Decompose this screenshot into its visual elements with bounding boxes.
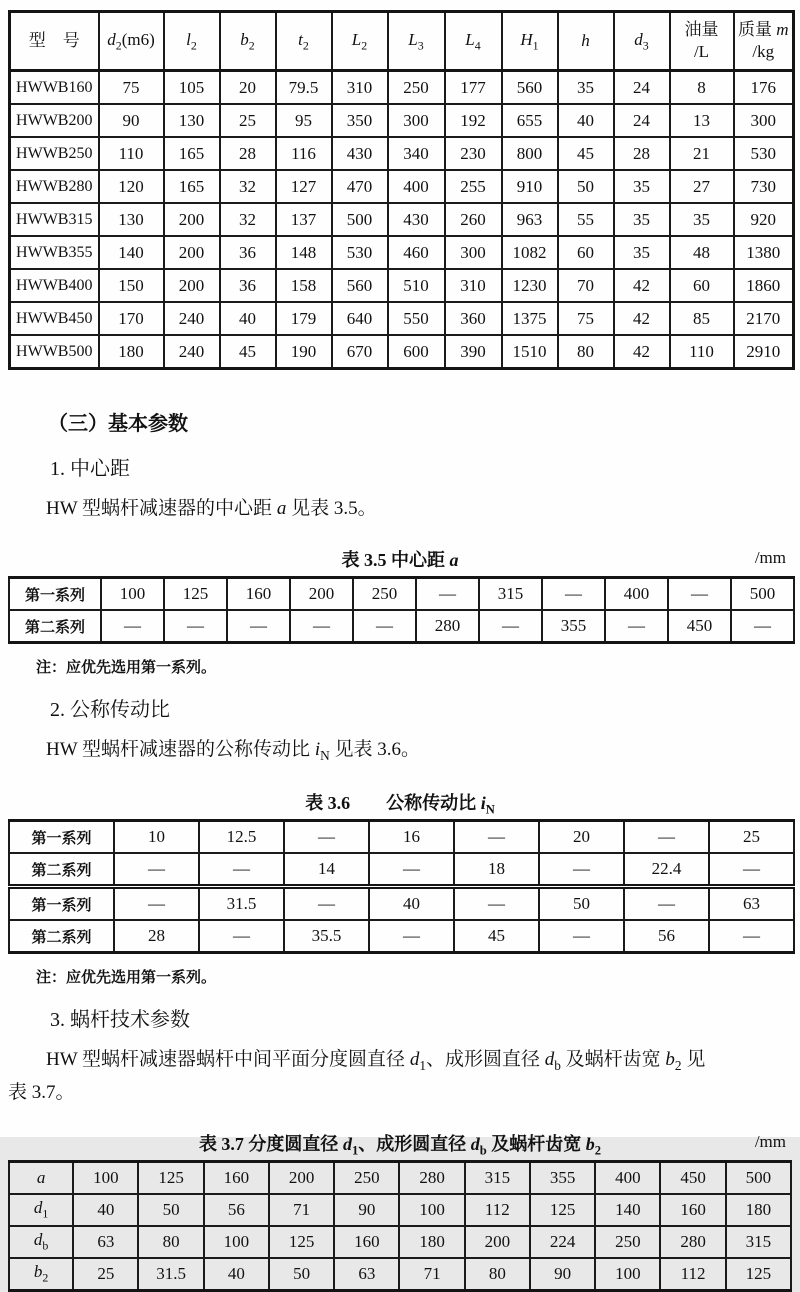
table-cell: 240: [164, 302, 220, 335]
table-cell: 350: [332, 104, 388, 137]
table-cell: 8: [670, 71, 734, 105]
table-cell: —: [369, 853, 454, 887]
table-cell: 315: [726, 1226, 791, 1258]
table-cell: 160: [334, 1226, 399, 1258]
table-cell: —: [290, 610, 353, 643]
table-cell: 42: [614, 302, 670, 335]
table-cell: 80: [138, 1226, 203, 1258]
table-row: [10, 236, 794, 269]
table-cell: 40: [558, 104, 614, 137]
table-cell: 42: [614, 269, 670, 302]
table-3-5-unit: /mm: [754, 548, 786, 568]
table-row: [10, 269, 794, 302]
table-cell: 280: [399, 1162, 464, 1195]
table-cell: 550: [388, 302, 445, 335]
table-cell: 158: [276, 269, 332, 302]
table-cell: 24: [614, 104, 670, 137]
table-cell: 120: [99, 170, 164, 203]
column-header: $L_3$: [388, 12, 445, 71]
column-header: 油量 /L: [670, 12, 734, 71]
table-cell: 250: [334, 1162, 399, 1195]
table-cell: 63: [334, 1258, 399, 1291]
row-header-cell: HWWB250: [10, 137, 99, 170]
table-row: [9, 887, 794, 921]
row-header-cell: 第二系列: [9, 610, 101, 643]
table-cell: 200: [269, 1162, 334, 1195]
table-cell: 28: [614, 137, 670, 170]
table-row: [9, 578, 794, 611]
row-header-cell: 第一系列: [9, 578, 101, 611]
table-cell: 80: [558, 335, 614, 369]
table-cell: 95: [276, 104, 332, 137]
table-cell: 22.4: [624, 853, 709, 887]
row-header-cell: HWWB400: [10, 269, 99, 302]
table-cell: 460: [388, 236, 445, 269]
table-cell: —: [709, 920, 794, 953]
table-cell: 100: [73, 1162, 138, 1195]
table-cell: 50: [558, 170, 614, 203]
table-cell: 137: [276, 203, 332, 236]
column-header: $L_4$: [445, 12, 502, 71]
table-cell: —: [353, 610, 416, 643]
table-cell: 116: [276, 137, 332, 170]
table-cell: 10: [114, 821, 199, 854]
table-cell: 1082: [502, 236, 558, 269]
column-header: $t_2$: [276, 12, 332, 71]
table-cell: —: [227, 610, 290, 643]
table-row: [9, 1162, 791, 1195]
table-cell: 560: [502, 71, 558, 105]
table-cell: —: [101, 610, 164, 643]
table-cell: 800: [502, 137, 558, 170]
table-cell: —: [624, 821, 709, 854]
subsection-3-heading: 3. 蜗杆技术参数: [50, 1009, 190, 1032]
table-cell: —: [114, 853, 199, 887]
table-row: [10, 104, 794, 137]
table-cell: 40: [204, 1258, 269, 1291]
center-distance-table: [8, 576, 795, 644]
table-cell: 640: [332, 302, 388, 335]
table-cell: —: [479, 610, 542, 643]
row-header-cell: HWWB450: [10, 302, 99, 335]
table-3-6-note: 注：应优先选用第一系列。: [36, 969, 217, 987]
table-3-6-title: 表 3.6 公称传动比 $i_N$: [305, 793, 495, 817]
table-cell: 315: [479, 578, 542, 611]
table-cell: 500: [726, 1162, 791, 1195]
table-cell: 450: [668, 610, 731, 643]
table-cell: 35.5: [284, 920, 369, 953]
table-cell: 12.5: [199, 821, 284, 854]
table-cell: —: [454, 821, 539, 854]
table-cell: 35: [614, 236, 670, 269]
table-cell: 280: [416, 610, 479, 643]
table-cell: —: [605, 610, 668, 643]
table-cell: —: [284, 887, 369, 921]
table-cell: 50: [269, 1258, 334, 1291]
column-header: h: [558, 12, 614, 71]
worm-diameter-table: [8, 1160, 792, 1292]
table-cell: 110: [99, 137, 164, 170]
table-cell: 16: [369, 821, 454, 854]
table-cell: 170: [99, 302, 164, 335]
table-cell: 1860: [734, 269, 794, 302]
table-cell: 190: [276, 335, 332, 369]
table-cell: —: [284, 821, 369, 854]
table-cell: 56: [204, 1194, 269, 1226]
row-header-cell: 第二系列: [9, 853, 114, 887]
column-header: 质量 m /kg: [734, 12, 794, 71]
table-cell: —: [624, 887, 709, 921]
table-cell: 36: [220, 236, 276, 269]
row-header-cell: $d_1$: [9, 1194, 73, 1226]
table-cell: 40: [220, 302, 276, 335]
table-cell: 390: [445, 335, 502, 369]
row-header-cell: 第二系列: [9, 920, 114, 953]
table-row: [10, 137, 794, 170]
table-cell: 125: [138, 1162, 203, 1195]
table-cell: 530: [332, 236, 388, 269]
table-cell: 105: [164, 71, 220, 105]
row-header-cell: $d_b$: [9, 1226, 73, 1258]
table-cell: 35: [670, 203, 734, 236]
row-header-cell: 第一系列: [9, 887, 114, 921]
table-row: [10, 302, 794, 335]
row-header-cell: a: [9, 1162, 73, 1195]
table-cell: 179: [276, 302, 332, 335]
table-cell: 500: [332, 203, 388, 236]
table-row: [10, 335, 794, 369]
table-cell: 110: [670, 335, 734, 369]
table-cell: 200: [164, 203, 220, 236]
table-cell: —: [454, 887, 539, 921]
table-cell: 470: [332, 170, 388, 203]
table-cell: 25: [709, 821, 794, 854]
table-cell: 60: [558, 236, 614, 269]
dimensions-table: [8, 10, 795, 370]
table-cell: 730: [734, 170, 794, 203]
table-cell: 450: [660, 1162, 725, 1195]
column-header: $H_1$: [502, 12, 558, 71]
table-cell: 500: [731, 578, 794, 611]
table-cell: 176: [734, 71, 794, 105]
paragraph-worm-parameters: HW 型蜗杆减速器蜗杆中间平面分度圆直径 $d_1$、成形圆直径 $d_b$ 及蜗杆齿宽 $b_2$ 见 表 3.7。: [8, 1049, 706, 1103]
table-cell: 130: [164, 104, 220, 137]
table-cell: 13: [670, 104, 734, 137]
table-3-5-title: 表 3.5 中心距 a: [341, 550, 459, 571]
table-cell: 310: [332, 71, 388, 105]
table-cell: 530: [734, 137, 794, 170]
table-cell: 56: [624, 920, 709, 953]
row-header-cell: 第一系列: [9, 821, 114, 854]
table-cell: 655: [502, 104, 558, 137]
column-header: $L_2$: [332, 12, 388, 71]
table-cell: 600: [388, 335, 445, 369]
column-header: $d_2(m6)$: [99, 12, 164, 71]
table-cell: 90: [99, 104, 164, 137]
row-header-cell: HWWB500: [10, 335, 99, 369]
table-cell: 79.5: [276, 71, 332, 105]
table-cell: 25: [220, 104, 276, 137]
table-cell: 160: [204, 1162, 269, 1195]
table-cell: 21: [670, 137, 734, 170]
table-cell: 80: [465, 1258, 530, 1291]
table-cell: 300: [734, 104, 794, 137]
table-cell: 55: [558, 203, 614, 236]
table-cell: 14: [284, 853, 369, 887]
table-cell: 100: [595, 1258, 660, 1291]
paragraph-transmission-ratio: HW 型蜗杆减速器的公称传动比 $i_N$ 见表 3.6。: [46, 739, 420, 764]
table-cell: 1375: [502, 302, 558, 335]
table-cell: 48: [670, 236, 734, 269]
table-cell: 40: [369, 887, 454, 921]
table-cell: —: [539, 853, 624, 887]
table-cell: 125: [530, 1194, 595, 1226]
table-cell: 400: [595, 1162, 660, 1195]
table-cell: 963: [502, 203, 558, 236]
table-cell: 300: [388, 104, 445, 137]
column-header: $d_3$: [614, 12, 670, 71]
table-row: [9, 821, 794, 854]
table-cell: 260: [445, 203, 502, 236]
row-header-cell: HWWB160: [10, 71, 99, 105]
table-cell: 250: [353, 578, 416, 611]
table-cell: 280: [660, 1226, 725, 1258]
table-row: [9, 1226, 791, 1258]
table-cell: 192: [445, 104, 502, 137]
table-cell: 240: [164, 335, 220, 369]
table-cell: 45: [220, 335, 276, 369]
table-3-7-unit: /mm: [754, 1132, 786, 1152]
row-header-cell: HWWB355: [10, 236, 99, 269]
table-cell: 150: [99, 269, 164, 302]
paragraph-center-distance: HW 型蜗杆减速器的中心距 a 见表 3.5。: [46, 498, 377, 519]
table-cell: 60: [670, 269, 734, 302]
table-cell: 100: [101, 578, 164, 611]
table-cell: 140: [595, 1194, 660, 1226]
table-row: [10, 71, 794, 105]
table-cell: 310: [445, 269, 502, 302]
row-header-cell: HWWB315: [10, 203, 99, 236]
table-cell: 125: [269, 1226, 334, 1258]
table-cell: 71: [269, 1194, 334, 1226]
table-row: [9, 920, 794, 953]
table-cell: 250: [595, 1226, 660, 1258]
table-cell: 355: [542, 610, 605, 643]
table-cell: —: [114, 887, 199, 921]
column-header: $b_2$: [220, 12, 276, 71]
table-cell: 510: [388, 269, 445, 302]
table-cell: 90: [334, 1194, 399, 1226]
table-cell: 20: [539, 821, 624, 854]
table-cell: 125: [726, 1258, 791, 1291]
table-cell: 200: [164, 269, 220, 302]
table-cell: —: [731, 610, 794, 643]
table-3-5-note: 注：应优先选用第一系列。: [36, 659, 217, 677]
table-cell: 430: [388, 203, 445, 236]
table-cell: 27: [670, 170, 734, 203]
table-cell: —: [542, 578, 605, 611]
table-cell: 670: [332, 335, 388, 369]
table-cell: —: [416, 578, 479, 611]
table-cell: 100: [399, 1194, 464, 1226]
table-cell: 85: [670, 302, 734, 335]
section-heading: （三）基本参数: [48, 413, 188, 435]
table-3-5-caption: [8, 546, 792, 570]
table-cell: 177: [445, 71, 502, 105]
table-3-7-caption: [8, 1130, 792, 1158]
table-cell: 127: [276, 170, 332, 203]
table-cell: 360: [445, 302, 502, 335]
table-cell: 35: [558, 71, 614, 105]
table-cell: 910: [502, 170, 558, 203]
table-cell: 355: [530, 1162, 595, 1195]
table-row: [10, 170, 794, 203]
table-row: [9, 1258, 791, 1291]
header-row: [10, 12, 794, 71]
subsection-2-heading: 2. 公称传动比: [50, 699, 170, 722]
table-row: [10, 203, 794, 236]
table-cell: 63: [73, 1226, 138, 1258]
transmission-ratio-table: [8, 819, 795, 954]
table-cell: 45: [454, 920, 539, 953]
table-cell: 1510: [502, 335, 558, 369]
table-cell: 18: [454, 853, 539, 887]
table-cell: 35: [614, 170, 670, 203]
table-cell: 200: [164, 236, 220, 269]
table-cell: 165: [164, 170, 220, 203]
table-cell: —: [668, 578, 731, 611]
table-row: [9, 853, 794, 887]
table-cell: 50: [138, 1194, 203, 1226]
table-cell: —: [539, 920, 624, 953]
table-cell: —: [199, 920, 284, 953]
table-cell: 24: [614, 71, 670, 105]
table-cell: 2910: [734, 335, 794, 369]
table-cell: 112: [465, 1194, 530, 1226]
table-cell: 148: [276, 236, 332, 269]
row-header-cell: $b_2$: [9, 1258, 73, 1291]
table-cell: 200: [465, 1226, 530, 1258]
row-header-cell: HWWB200: [10, 104, 99, 137]
table-cell: 75: [558, 302, 614, 335]
table-cell: 300: [445, 236, 502, 269]
table-cell: 32: [220, 203, 276, 236]
table-cell: 42: [614, 335, 670, 369]
table-cell: 28: [114, 920, 199, 953]
table-cell: —: [199, 853, 284, 887]
table-cell: 20: [220, 71, 276, 105]
table-3-6-caption: [8, 789, 792, 817]
table-cell: 340: [388, 137, 445, 170]
table-cell: 160: [660, 1194, 725, 1226]
table-cell: 35: [614, 203, 670, 236]
table-cell: 112: [660, 1258, 725, 1291]
table-cell: 250: [388, 71, 445, 105]
table-cell: 180: [726, 1194, 791, 1226]
table-cell: —: [709, 853, 794, 887]
table-row: [9, 610, 794, 643]
table-cell: 75: [99, 71, 164, 105]
table-cell: 560: [332, 269, 388, 302]
table-cell: 1230: [502, 269, 558, 302]
table-cell: 28: [220, 137, 276, 170]
table-cell: 230: [445, 137, 502, 170]
table-cell: 63: [709, 887, 794, 921]
table-cell: 125: [164, 578, 227, 611]
table-cell: 255: [445, 170, 502, 203]
table-cell: 160: [227, 578, 290, 611]
column-header: $l_2$: [164, 12, 220, 71]
table-cell: 45: [558, 137, 614, 170]
column-header: 型 号: [10, 12, 99, 71]
table-cell: 36: [220, 269, 276, 302]
table-cell: 180: [99, 335, 164, 369]
table-cell: 180: [399, 1226, 464, 1258]
table-cell: 25: [73, 1258, 138, 1291]
table-cell: 50: [539, 887, 624, 921]
table-cell: 315: [465, 1162, 530, 1195]
table-cell: 224: [530, 1226, 595, 1258]
table-cell: 40: [73, 1194, 138, 1226]
table-cell: 1380: [734, 236, 794, 269]
table-cell: 200: [290, 578, 353, 611]
table-cell: 920: [734, 203, 794, 236]
table-cell: 100: [204, 1226, 269, 1258]
table-cell: 400: [605, 578, 668, 611]
table-cell: 70: [558, 269, 614, 302]
table-cell: 31.5: [138, 1258, 203, 1291]
table-cell: —: [164, 610, 227, 643]
table-cell: —: [369, 920, 454, 953]
table-cell: 140: [99, 236, 164, 269]
table-cell: 2170: [734, 302, 794, 335]
table-cell: 400: [388, 170, 445, 203]
table-row: [9, 1194, 791, 1226]
table-cell: 165: [164, 137, 220, 170]
table-3-7-title: 表 3.7 分度圆直径 $d_1$、成形圆直径 $d_b$ 及蜗杆齿宽 $b_2$: [198, 1134, 602, 1158]
table-cell: 32: [220, 170, 276, 203]
table-cell: 430: [332, 137, 388, 170]
table-cell: 90: [530, 1258, 595, 1291]
table-cell: 71: [399, 1258, 464, 1291]
table-cell: 31.5: [199, 887, 284, 921]
table-cell: 130: [99, 203, 164, 236]
subsection-1-heading: 1. 中心距: [50, 458, 130, 480]
row-header-cell: HWWB280: [10, 170, 99, 203]
